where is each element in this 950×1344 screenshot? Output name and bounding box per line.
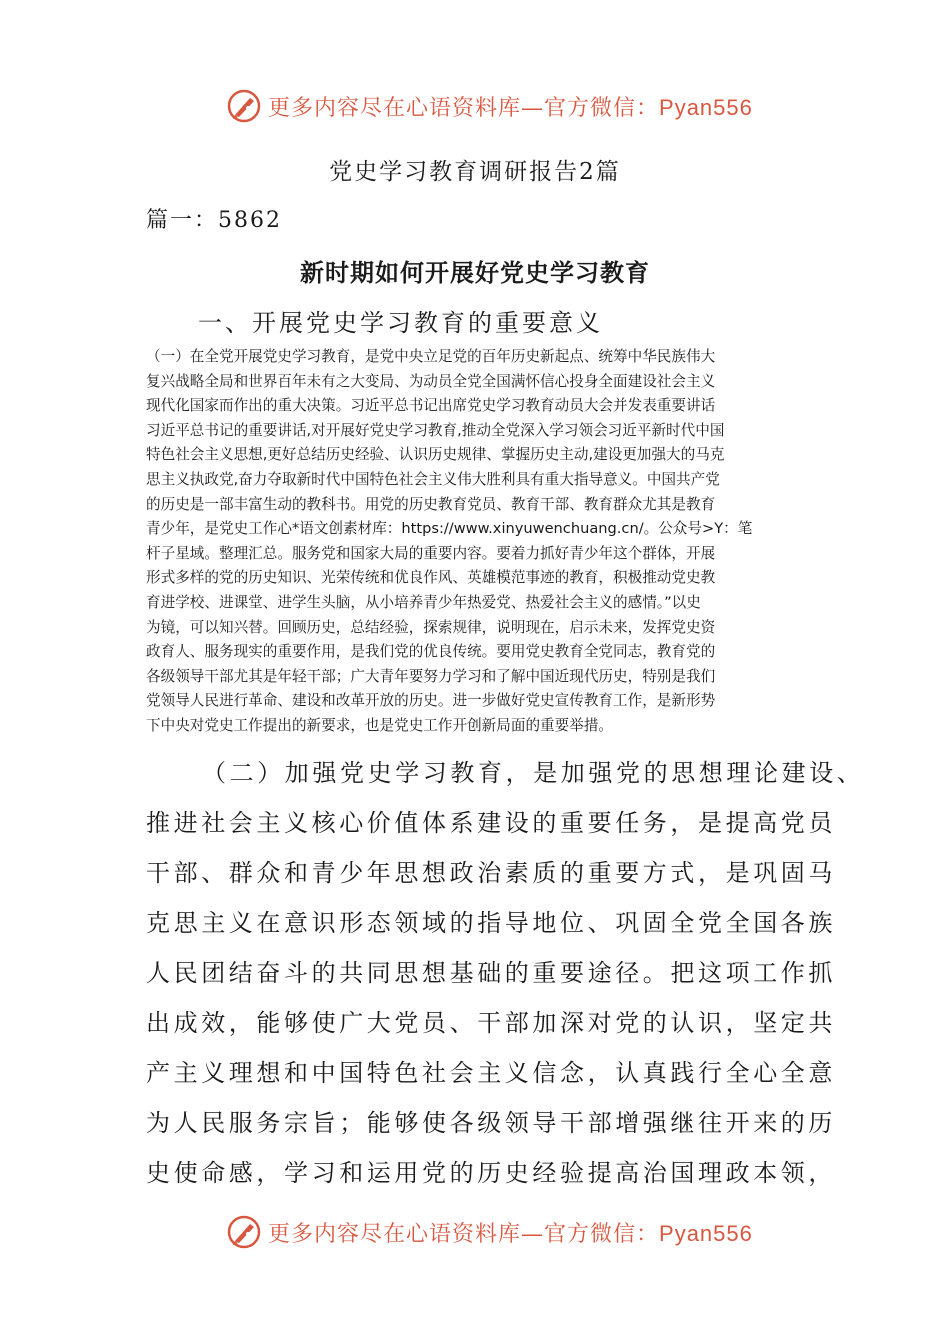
paragraph-line: 史使命感，学习和运用党的历史经验提高治国理政本领， (146, 1159, 836, 1187)
large-paragraph (146, 748, 865, 1198)
wechat-id: Pyan556 (659, 94, 753, 120)
paragraph-line: 政育人、服务现实的重要作用，是我们党的优良传统。要用党史教育全党同志，教育党的 (146, 643, 716, 661)
pen-circle-icon (226, 1214, 262, 1250)
chapter-label: 篇一：5862 (146, 208, 282, 233)
paragraph-line: 为人民服务宗旨；能够使各级领导干部增强继往开来的历 (146, 1109, 836, 1137)
paragraph-line: 杆子星域。整理汇总。服务党和国家大局的重要内容。要着力抓好青少年这个群体，开展 (146, 544, 716, 562)
pen-circle-icon (226, 88, 262, 124)
paragraph-line: 青少年，是党史工作心*语文创素材库：https://www.xinyuwenchuang.cn/。公众号>Y：笔 (146, 520, 753, 538)
paragraph-line: 形式多样的党的历史知识、光荣传统和优良作风、英雄模范事迹的教育，积极推动党史教 (146, 569, 716, 587)
paragraph-line: 克思主义在意识形态领域的指导地位、巩固全党全国各族 (146, 909, 836, 937)
paragraph-line: 复兴战略全局和世界百年未有之大变局、为动员全党全国满怀信心投身全面建设社会主义 (146, 372, 716, 390)
document-title: 党史学习教育调研报告2篇 (329, 159, 621, 185)
small-paragraph (146, 345, 814, 739)
wechat-id: Pyan556 (659, 1220, 753, 1246)
paragraph-line: 产主义理想和中国特色社会主义信念，认真践行全心全意 (146, 1059, 836, 1087)
banner-text: 更多内容尽在心语资料库—官方微信：Pyan556 (268, 94, 753, 121)
document-subtitle: 新时期如何开展好党史学习教育 (300, 259, 650, 287)
paragraph-line: 为镜，可以知兴替。回顾历史，总结经验，探索规律，说明现在，启示未来，发挥党史资 (146, 618, 716, 636)
paragraph-line: 干部、群众和青少年思想政治素质的重要方式，是巩固马 (146, 859, 836, 887)
paragraph-line: 特色社会主义思想,更好总结历史经验、认识历史规律、掌握历史主动,建设更加强大的马克 (146, 446, 725, 464)
paragraph-line: 现代化国家而作出的重大决策。习近平总书记出席党史学习教育动员大会并发表重要讲话 (146, 397, 716, 415)
paragraph-line: 党领导人民进行革命、建设和改革开放的历史。进一步做好党史宣传教育工作，是新形势 (146, 692, 716, 710)
paragraph-line: 各级领导干部尤其是年轻干部；广大青年要努力学习和了解中国近现代历史，特别是我们 (146, 667, 716, 685)
paragraph-line: 习近平总书记的重要讲话,对开展好党史学习教育,推动全党深入学习领会习近平新时代中国 (146, 421, 725, 439)
paragraph-line: （二）加强党史学习教育，是加强党的思想理论建设、 (202, 759, 865, 787)
paragraph-line: 育进学校、进课堂、进学生头脑，从小培养青少年热爱党、热爱社会主义的感情。”以史 (146, 593, 701, 611)
section-heading: 一、开展党史学习教育的重要意义 (198, 309, 603, 337)
footer-watermark-banner (226, 1212, 753, 1252)
header-watermark-banner (226, 86, 753, 126)
paragraph-line: （一）在全党开展党史学习教育，是党中央立足党的百年历史新起点、统筹中华民族伟大 (146, 348, 716, 365)
paragraph-line: 人民团结奋斗的共同思想基础的重要途径。把这项工作抓 (146, 959, 836, 987)
paragraph-line: 思主义执政党,奋力夺取新时代中国特色社会主义伟大胜利具有重大指导意义。中国共产党 (146, 470, 720, 488)
paragraph-line: 的历史是一部丰富生动的教科书。用党的历史教育党员、教育干部、教育群众尤其是教育 (146, 495, 716, 513)
paragraph-line: 出成效，能够使广大党员、干部加深对党的认识，坚定共 (146, 1009, 836, 1037)
banner-text: 更多内容尽在心语资料库—官方微信：Pyan556 (268, 1220, 753, 1247)
paragraph-line: 下中央对党史工作提出的新要求，也是党史工作开创新局面的重要举措。 (146, 716, 614, 734)
paragraph-line: 推进社会主义核心价值体系建设的重要任务，是提高党员 (146, 809, 836, 837)
